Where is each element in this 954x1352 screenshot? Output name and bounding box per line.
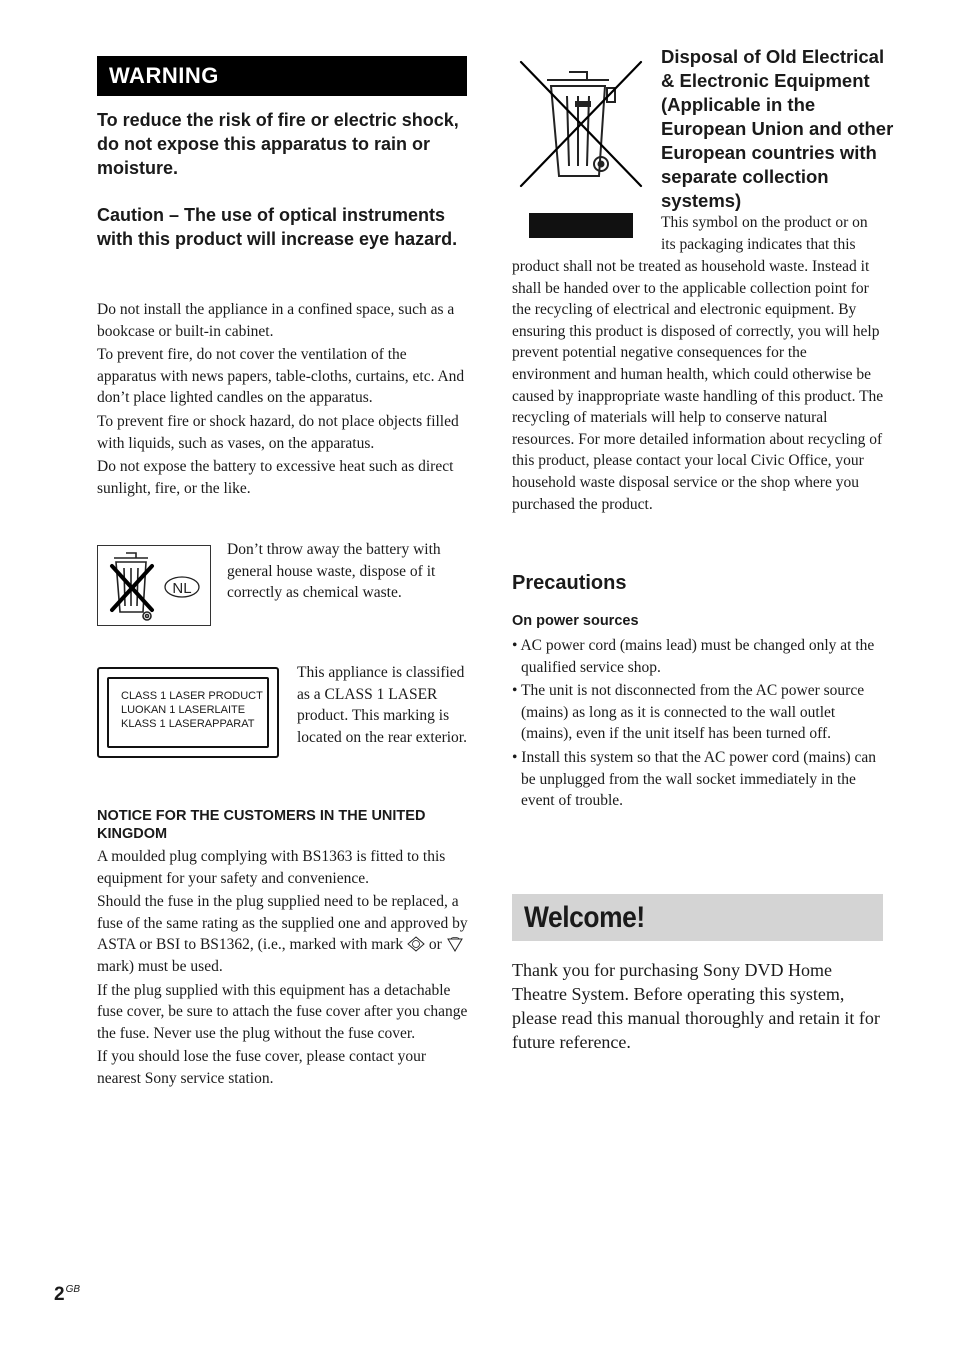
uk-notice-paragraph: A moulded plug complying with BS1363 is fitted to this equipment for your safety and convenience. [97,848,446,887]
battery-text: Don’t throw away the battery with general house waste, dispose of it correctly as chemical waste. [227,541,441,602]
welcome-text: Thank you for purchasing Sony DVD Home Theatre System. Before operating this system, please read this manual thoroughly and retain it for future reference. [512,960,880,1052]
laser-label-line: CLASS 1 LASER PRODUCT [121,690,263,702]
warning-paragraph: To prevent fire, do not cover the ventilation of the apparatus with news papers, table-cloths, curtains, etc. And don’t place lighted candles on the apparatus. [97,346,465,407]
crossed-wheelie-bin-icon [517,58,645,198]
warning-paragraph: Do not expose the battery to excessive heat such as direct sunlight, fire, or the like. [97,458,454,497]
precautions-list [512,635,884,814]
weee-bar [529,213,633,238]
warning-heading: WARNING [97,56,467,96]
laser-label-line: LUOKAN 1 LASERLAITE [121,704,246,716]
disposal-text: product shall not be treated as household waste. Instead it shall be handed over to the applicable collection point for the recycling of electrical and electronic equipment. By ensuring this product is disposed of correctly, you will help prevent potential negative consequences for the environment and human health, which could otherwise be caused by inappropriate waste handling of this product. The recycling of materials will help to conserve natural resources. For more detailed information about recycling of this product, please contact your local Civic Office, your household waste disposal service or the shop where you purchased the product. [512,258,884,513]
uk-notice-body [97,846,469,1090]
asta-mark-icon [407,936,425,952]
uk-notice-paragraph: If you should lose the fuse cover, please contact your nearest Sony service station. [97,1048,427,1087]
uk-notice-heading: NOTICE FOR THE CUSTOMERS IN THE UNITED KINGDOM [97,808,426,842]
bsi-kitemark-icon [446,936,464,952]
precautions-heading: Precautions [512,572,627,594]
list-item: • AC power cord (mains lead) must be changed only at the qualified service shop. [512,637,875,676]
battery-disposal-icon [97,545,211,626]
power-sources-heading: On power sources [512,613,639,629]
welcome-heading: Welcome! [512,894,883,941]
uk-notice-paragraph: Should the fuse in the plug supplied need to be replaced, a fuse of the same rating as the supplied one and approved by ASTA or BSI to BS1362, (i.e., marked with mark or mark) must be used. [97,893,468,975]
disposal-text-top: This symbol on the product or on its packaging indicates that this [661,214,868,253]
list-item: • Install this system so that the AC power cord (mains) can be unplugged from the wall socket immediately in the event of trouble. [512,748,877,810]
page-number: $2^{GB}$ [54,1284,81,1305]
warning-paragraph: Do not install the appliance in a confined space, such as a bookcase or built-in cabinet. [97,301,455,340]
list-item: • The unit is not disconnected from the AC power source (mains) as long as it is connected to the wall outlet (mains), even if the unit itself has been turned off. [512,682,865,743]
warning-paragraph: To prevent fire or shock hazard, do not place objects filled with liquids, such as vases, on the apparatus. [97,412,459,452]
caution-notice: Caution – The use of optical instruments with this product will increase eye hazard. [97,205,458,249]
nl-label: NL [172,580,192,597]
page-suffix: GB [65,1284,81,1295]
laser-label [97,667,279,758]
disposal-heading: Disposal of Old Electrical & Electronic Equipment (Applicable in the European Union and other European countries with separate collection systems) [661,46,894,211]
uk-notice-paragraph: If the plug supplied with this equipment has a detachable fuse cover, be sure to attach the fuse cover after you change the fuse. Never use the plug without the fuse cover. [97,981,468,1042]
fire-notice: To reduce the risk of fire or electric shock, do not expose this apparatus to rain or moisture. [97,110,459,178]
laser-label-line: KLASS 1 LASERAPPARAT [121,718,255,730]
warning-paragraphs [97,299,469,499]
crossed-bin-icon [98,546,210,625]
laser-text: This appliance is classified as a CLASS 1 LASER product. This marking is located on the rear exterior. [297,664,467,746]
weee-symbol [517,58,645,198]
